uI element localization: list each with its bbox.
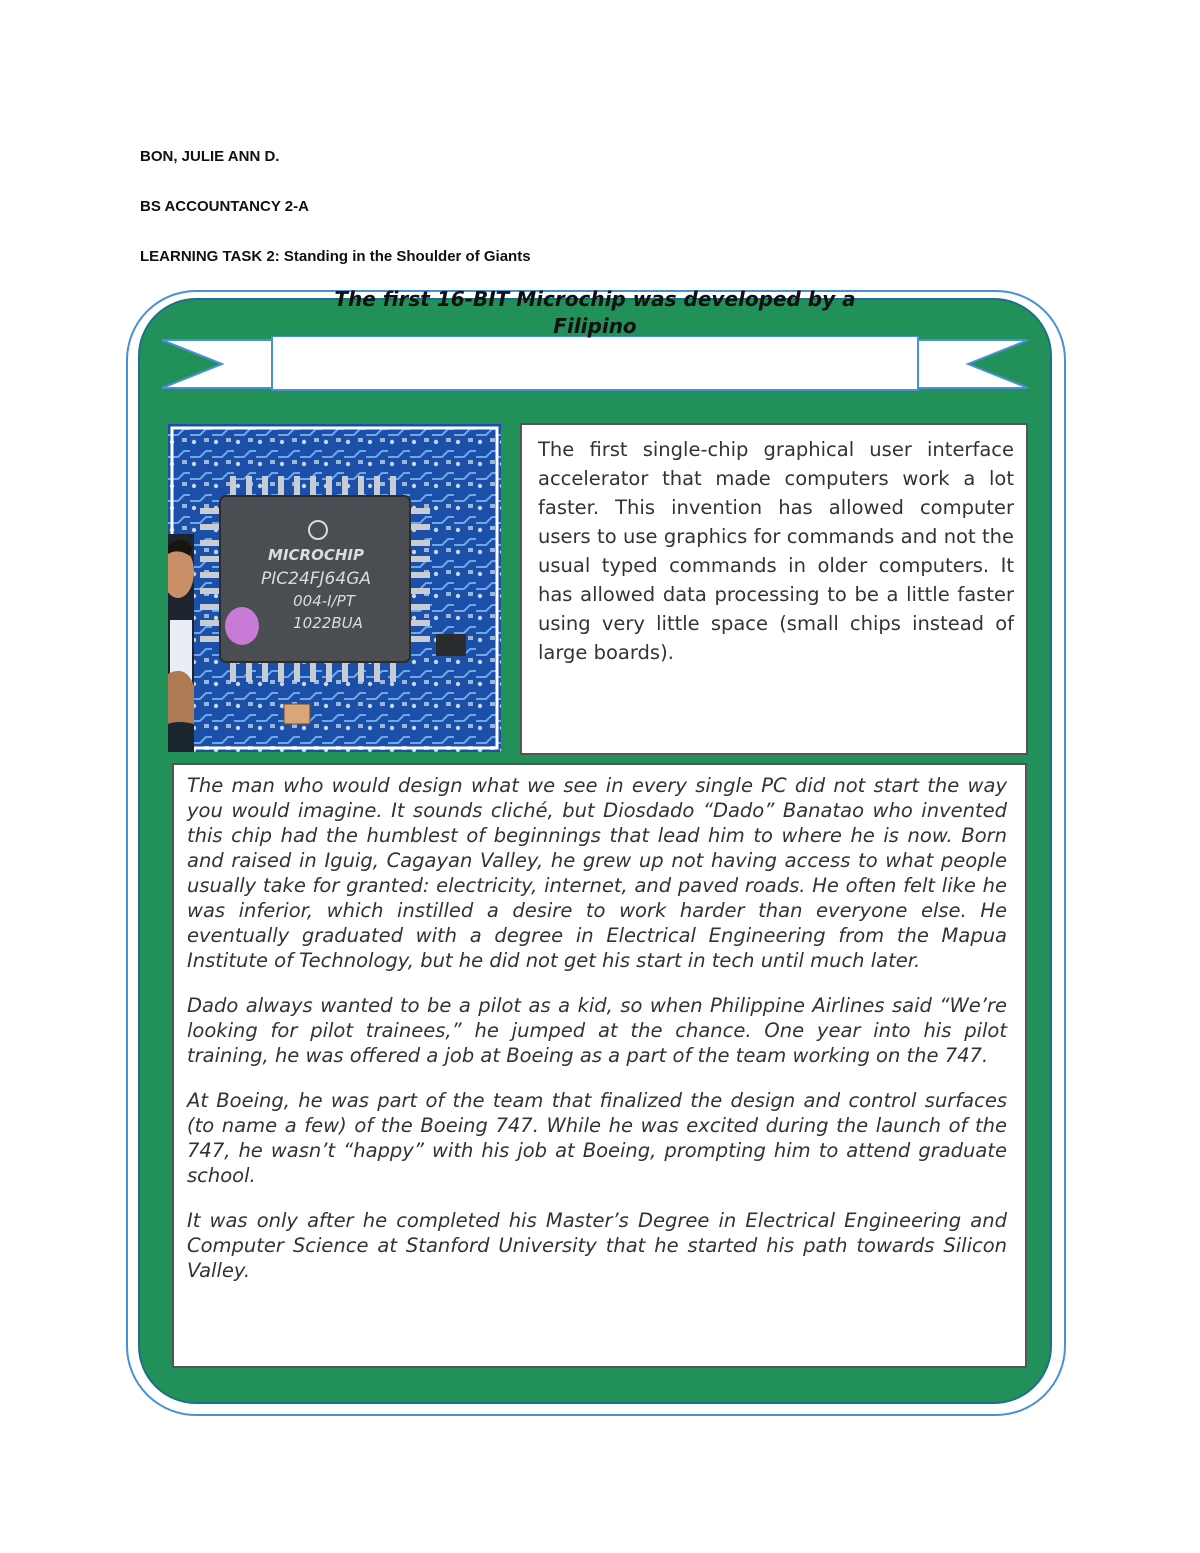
biography-paragraph: It was only after he completed his Master’s Degree in Electrical Engineering and Computer Science at Stanford University that he started his path towards Silicon Valley.: [187, 1209, 1007, 1282]
biography-paragraph: Dado always wanted to be a pilot as a kid, so when Philippine Airlines said “We’re looking for pilot trainees,” he jumped at the chance. One year into his pilot training, he was offered a job at Boeing as a part of the team working on the 747.: [187, 994, 1007, 1067]
student-name: BON, JULIE ANN D.: [140, 148, 280, 165]
chip-line2: 004-I/PT: [293, 592, 355, 610]
biography-text: [187, 773, 1007, 1303]
student-course: BS ACCOUNTANCY 2-A: [140, 198, 309, 215]
chip-brand: MICROCHIP: [268, 546, 364, 564]
summary-box: [520, 423, 1028, 755]
microchip-photo: [168, 424, 501, 752]
chip-line1: PIC24FJ64GA: [261, 569, 371, 589]
person-figure: [168, 534, 194, 752]
summary-text: The first single-chip graphical user interface accelerator that made computers work a lot faster. This invention has allowed computer users to use graphics for commands and not the usual typed commands in older computers. It has allowed data processing to be a little faster using very little space (small chips instead of large boards).: [538, 438, 1014, 664]
ribbon-banner: [162, 336, 1028, 392]
biography-paragraph: At Boeing, he was part of the team that finalized the design and control surfaces (to name a few) of the Boeing 747. While he was excited during the launch of the 747, he wasn’t “happy” with his job at Boeing, prompting him to attend graduate school.: [187, 1089, 1007, 1187]
banner-title-line2: Filipino: [553, 314, 637, 338]
task-title: LEARNING TASK 2: Standing in the Shoulder of Giants: [140, 248, 531, 265]
banner-title-line1: The first 16-BIT Microchip was developed by a: [334, 287, 856, 311]
banner-title: [270, 286, 920, 340]
biography-box: [172, 763, 1027, 1368]
chip-line3: 1022BUA: [293, 614, 363, 632]
biography-paragraph: The man who would design what we see in every single PC did not start the way you would imagine. It sounds cliché, but Diosdado “Dado” Banatao who invented this chip had the humblest of beginnings that lead him to where he is now. Born and raised in Iguig, Cagayan Valley, he grew up not having access to what people usually take for granted: electricity, internet, and paved roads. He often felt like he was inferior, which instilled a desire to work harder than everyone else. He eventually graduated with a degree in Electrical Engineering from the Mapua Institute of Technology, but he did not get his start in tech until much later.: [187, 774, 1007, 972]
